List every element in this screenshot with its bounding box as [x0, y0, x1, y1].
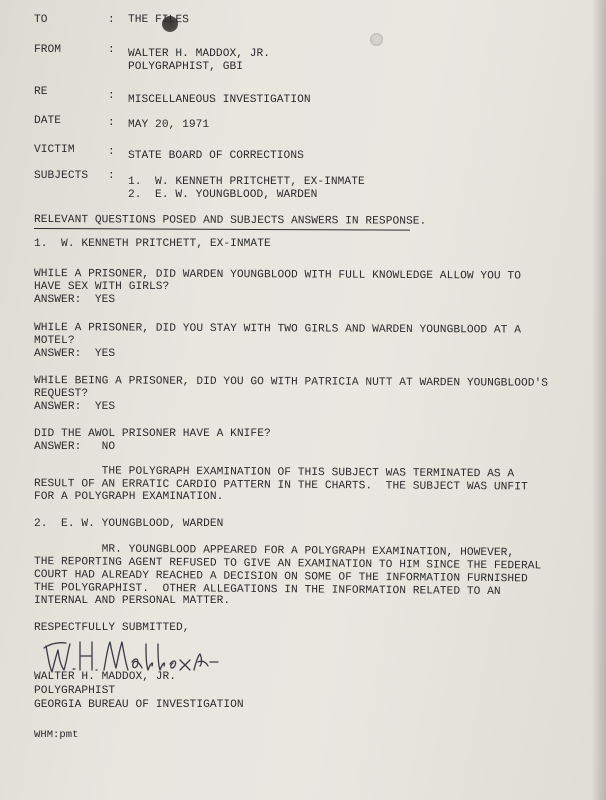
re-colon: : — [108, 90, 115, 102]
victim-value: STATE BOARD OF CORRECTIONS — [128, 150, 304, 162]
subject-2-heading: 2. E. W. YOUNGBLOOD, WARDEN — [34, 518, 224, 530]
question-2-line-1: WHILE A PRISONER, DID YOU STAY WITH TWO GIRLS AND WARDEN YOUNGBLOOD AT A — [33, 322, 522, 337]
paragraph-1-line-2: RESULT OF AN ERRATIC CARDIO PATTERN IN THE CHARTS. THE SUBJECT WAS UNFIT — [33, 478, 528, 494]
subject-2-line: 2. E. W. YOUNGBLOOD, WARDEN — [128, 189, 318, 201]
to-colon: : — [108, 14, 115, 26]
question-3-line-2: REQUEST? — [34, 388, 89, 400]
question-2-line-2: MOTEL? — [34, 335, 75, 347]
subject-1-heading: 1. W. KENNETH PRITCHETT, EX-INMATE — [34, 238, 271, 250]
closing-respectfully: RESPECTFULLY SUBMITTED, — [34, 622, 190, 634]
question-4-line-1: DID THE AWOL PRISONER HAVE A KNIFE? — [34, 428, 271, 440]
to-label: TO — [34, 14, 48, 26]
paragraph-2-line-5: INTERNAL AND PERSONAL MATTER. — [34, 595, 231, 607]
paragraph-2-line-4: THE POLYGRAPHIST. OTHER ALLEGATIONS IN THE INFORMATION RELATED TO AN — [33, 582, 501, 599]
answer-3: ANSWER: YES — [34, 401, 116, 413]
subjects-label: SUBJECTS — [34, 170, 89, 182]
date-label: DATE — [34, 115, 62, 127]
question-1-line-1: WHILE A PRISONER, DID WARDEN YOUNGBLOOD WITH FULL KNOWLEDGE ALLOW YOU TO — [33, 268, 522, 283]
section-heading: RELEVANT QUESTIONS POSED AND SUBJECTS ANSWERS IN RESPONSE. — [33, 214, 427, 228]
answer-2: ANSWER: YES — [34, 348, 116, 360]
victim-label: VICTIM — [34, 144, 75, 156]
from-title: POLYGRAPHIST, GBI — [128, 61, 243, 73]
from-name: WALTER H. MADDOX, JR. — [128, 48, 271, 60]
victim-colon: : — [108, 146, 115, 158]
paragraph-1-line-3: FOR A POLYGRAPH EXAMINATION. — [34, 491, 224, 503]
signer-name: WALTER H. MADDOX, JR. — [34, 671, 177, 683]
page-edge-shadow — [592, 0, 606, 800]
from-label: FROM — [34, 44, 62, 56]
signer-organization: GEORGIA BUREAU OF INVESTIGATION — [34, 699, 244, 711]
answer-4: ANSWER: NO — [34, 441, 116, 453]
question-3-line-1: WHILE BEING A PRISONER, DID YOU GO WITH PATRICIA NUTT AT WARDEN YOUNGBLOOD'S — [33, 375, 549, 390]
paragraph-2-line-2: THE REPORTING AGENT REFUSED TO GIVE AN EXAMINATION TO HIM SINCE THE FEDERAL — [33, 556, 542, 573]
typist-initials: WHM:pmt — [34, 729, 79, 741]
date-value: MAY 20, 1971 — [128, 119, 210, 131]
answer-1: ANSWER: YES — [34, 294, 116, 306]
re-value: MISCELLANEOUS INVESTIGATION — [128, 94, 311, 106]
signer-title: POLYGRAPHIST — [34, 685, 116, 697]
re-label: RE — [34, 86, 48, 98]
paragraph-1-line-1: THE POLYGRAPH EXAMINATION OF THIS SUBJECT WAS TERMINATED AS A — [33, 465, 515, 481]
paragraph-2-line-3: COURT HAD ALREADY REACHED A DECISION ON SOME OF THE INFORMATION FURNISHED — [33, 569, 528, 586]
punch-hole-right — [370, 33, 383, 46]
subject-1-line: 1. W. KENNETH PRITCHETT, EX-INMATE — [128, 176, 365, 188]
from-colon: : — [108, 44, 115, 56]
subjects-colon: : — [108, 170, 115, 182]
paragraph-2-line-1: MR. YOUNGBLOOD APPEARED FOR A POLYGRAPH EXAMINATION, HOWEVER, — [33, 543, 515, 560]
date-colon: : — [108, 117, 115, 129]
to-value: THE FILES — [127, 13, 189, 27]
question-1-line-2: HAVE SEX WITH GIRLS? — [34, 281, 170, 293]
